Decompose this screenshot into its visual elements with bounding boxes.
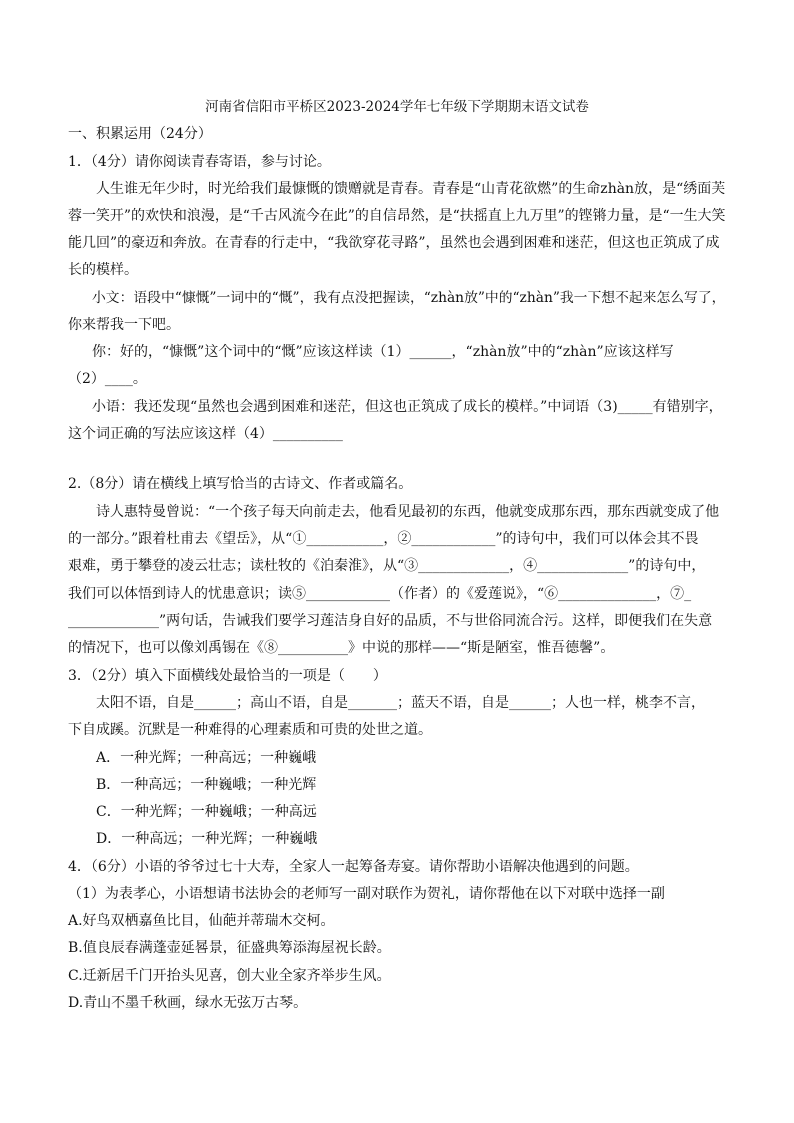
section-heading: 一、积累运用（24分）	[68, 126, 212, 142]
exam-title: 河南省信阳市平桥区2023-2024学年七年级下学期期末语文试卷	[205, 99, 589, 115]
q4-sub-question-1: （1）为表孝心，小语想请书法协会的老师写一副对联作为贺礼，请你帮他在以下对联中选择一副	[68, 886, 665, 902]
q3-option-a: A．一种光辉；一种高远；一种巍峨	[96, 750, 317, 766]
question-2-stem: 2.（8分）请在横线上填写恰当的古诗文、作者或篇名。	[68, 476, 413, 492]
ni-dialogue: 你：好的，“慷慨”这个词中的“慨”应该这样读（1）______，“zhàn放”中的“zhàn”应该这样写	[92, 344, 674, 360]
q3-text-line: 下自成蹊。沉默是一种难得的心理素质和可贵的处世之道。	[68, 722, 432, 738]
ni-dialogue: （2）____。	[68, 371, 147, 387]
q4-option-a: A.好鸟双栖嘉鱼比目，仙葩并蒂瑞木交柯。	[68, 913, 335, 929]
q1-paragraph-line: 人生谁无年少时，时光给我们最慷慨的馈赠就是青春。青春是“山青花欲燃”的生命zhàn放，是“绣面芙	[96, 181, 726, 197]
q2-text-line: _____________”两句话，告诫我们要学习莲洁身自好的品质，不与世俗同流合污。这样，即便我们在失意	[68, 613, 713, 629]
xiaowen-dialogue: 小文：语段中“慷慨”一词中的“慨”，我有点没把握读，“zhàn放”中的“zhàn”我一下想不起来怎么写了，	[92, 290, 726, 306]
q4-option-b: B.值良辰春满蓬壶延晷景，征盛典筹添海屋祝长龄。	[68, 940, 391, 956]
q2-text-line: 诗人惠特曼曾说：“一个孩子每天向前走去，他看见最初的东西，他就变成那东西，那东西就变成了他	[96, 504, 720, 520]
q2-text-line: 我们可以体悟到诗人的忧患意识；读⑤____________（作者）的《爱莲说》，“⑥______________，⑦_	[68, 586, 692, 602]
xiaoyu-dialogue: 小语：我还发现“虽然也会遇到困难和迷茫，但这也正筑成了成长的模样。”中词语（3)_____有错别字，	[92, 399, 723, 415]
q2-text-line: 艰难，勇于攀登的凌云壮志；读杜牧的《泊秦淮》，从“③_____________，④_____________”的诗句中，	[68, 558, 706, 574]
q2-text-line: 的情况下，也可以像刘禹锡在《⑧__________》中说的那样——“斯是陋室，惟吾德馨”。	[68, 640, 615, 656]
q1-paragraph-line: 长的模样。	[68, 262, 138, 278]
xiaoyu-dialogue: 这个词正确的写法应该这样（4）__________	[68, 426, 343, 442]
q1-paragraph-line: 能几回”的豪迈和奔放。在青春的行走中，“我欲穿花寻路”，虽然也会遇到困难和迷茫，但这也正筑成了成	[68, 235, 720, 251]
q2-text-line: 的一部分。”跟着杜甫去《望岳》，从“①___________，②____________”的诗句中，我们可以体会其不畏	[68, 531, 699, 547]
question-1-stem: 1．（4分）请你阅读青春寄语，参与讨论。	[68, 154, 331, 170]
question-3-stem: 3．（2分）填入下面横线处最恰当的一项是（ ）	[68, 668, 387, 684]
xiaowen-dialogue: 你来帮我一下吧。	[68, 317, 180, 333]
q3-option-d: D．一种高远；一种光辉；一种巍峨	[96, 831, 318, 847]
q3-option-b: B．一种高远；一种巍峨；一种光辉	[96, 777, 317, 793]
q4-option-c: C.迁新居千门开抬头见喜，创大业全家齐举步生风。	[68, 968, 391, 984]
q4-option-d: D.青山不墨千秋画，绿水无弦万古琴。	[68, 995, 308, 1011]
q1-paragraph-line: 蓉一笑开”的欢快和浪漫，是“千古风流今在此”的自信昂然，是“扶摇直上九万里”的铿锵力量，是“一生大笑	[68, 208, 726, 224]
question-4-stem: 4．（6分）小语的爷爷过七十大寿，全家人一起筹备寿宴。请你帮助小语解决他遇到的问题。	[68, 859, 639, 875]
q3-option-c: C．一种光辉；一种巍峨；一种高远	[96, 804, 317, 820]
q3-text-line: 太阳不语，自是______；高山不语，自是_______；蓝天不语，自是______；人也一样，桃李不言，	[96, 695, 705, 711]
